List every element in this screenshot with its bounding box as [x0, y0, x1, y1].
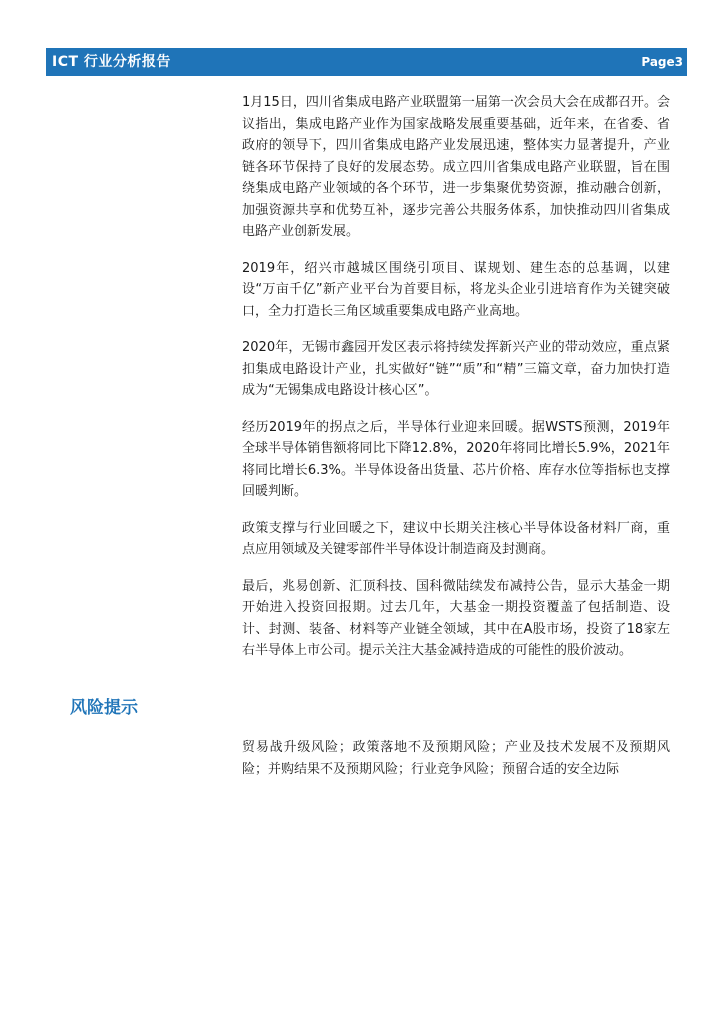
paragraph-wuxi: 2020年，无锡市鑫园开发区表示将持续发挥新兴产业的带动效应，重点紧扣集成电路设计产业，扎实做好“链”“质”和“精”三篇文章，奋力加快打造成为“无锡集成电路设计核心区”。	[242, 340, 670, 398]
paragraph-investment-advice: 政策支撑与行业回暖之下，建议中长期关注核心半导体设备材料厂商，重点应用领域及关键零部件半导体设计制造商及封测商。	[242, 520, 670, 557]
report-header-bar	[46, 48, 687, 76]
report-title: ICT 行业分析报告	[52, 54, 171, 70]
main-body	[242, 92, 670, 677]
paragraph-wsts-forecast: 经历2019年的拐点之后，半导体行业迎来回暖。据WSTS预测，2019年全球半导体销售额将同比下降12.8%，2020年将同比增长5.9%，2021年将同比增长6.3%。半导体设备出货量、芯片价格、库存水位等指标也支撑回暖判断。	[242, 419, 670, 499]
page-number: Page3	[641, 55, 683, 69]
paragraph-big-fund: 最后，兆易创新、汇顶科技、国科微陆续发布减持公告，显示大基金一期开始进入投资回报期。过去几年，大基金一期投资覆盖了包括制造、设计、封测、装备、材料等产业链全领域，其中在A股市场，投资了18家左右半导体上市公司。提示关注大基金减持造成的可能性的股价波动。	[242, 578, 670, 658]
paragraph-sichuan-alliance: 1月15日，四川省集成电路产业联盟第一届第一次会员大会在成都召开。会议指出，集成电路产业作为国家战略发展重要基础，近年来，在省委、省政府的领导下，四川省集成电路产业发展迅速，整体实力显著提升，产业链各环节保持了良好的发展态势。成立四川省集成电路产业联盟，旨在围绕集成电路产业领域的各个环节，进一步集聚优势资源，推动融合创新，加强资源共享和优势互补，逐步完善公共服务体系，加快推动四川省集成电路产业创新发展。	[242, 95, 670, 239]
risk-section-text: 贸易战升级风险；政策落地不及预期风险；产业及技术发展不及预期风险；并购结果不及预期风险；行业竞争风险；预留合适的安全边际	[242, 740, 670, 777]
risk-section-title: 风险提示	[70, 698, 138, 718]
paragraph-shaoxing: 2019年，绍兴市越城区围绕引项目、谋规划、建生态的总基调，以建设“万亩千亿”新产业平台为首要目标，将龙头企业引进培育作为关键突破口，全力打造长三角区域重要集成电路产业高地。	[242, 260, 670, 319]
